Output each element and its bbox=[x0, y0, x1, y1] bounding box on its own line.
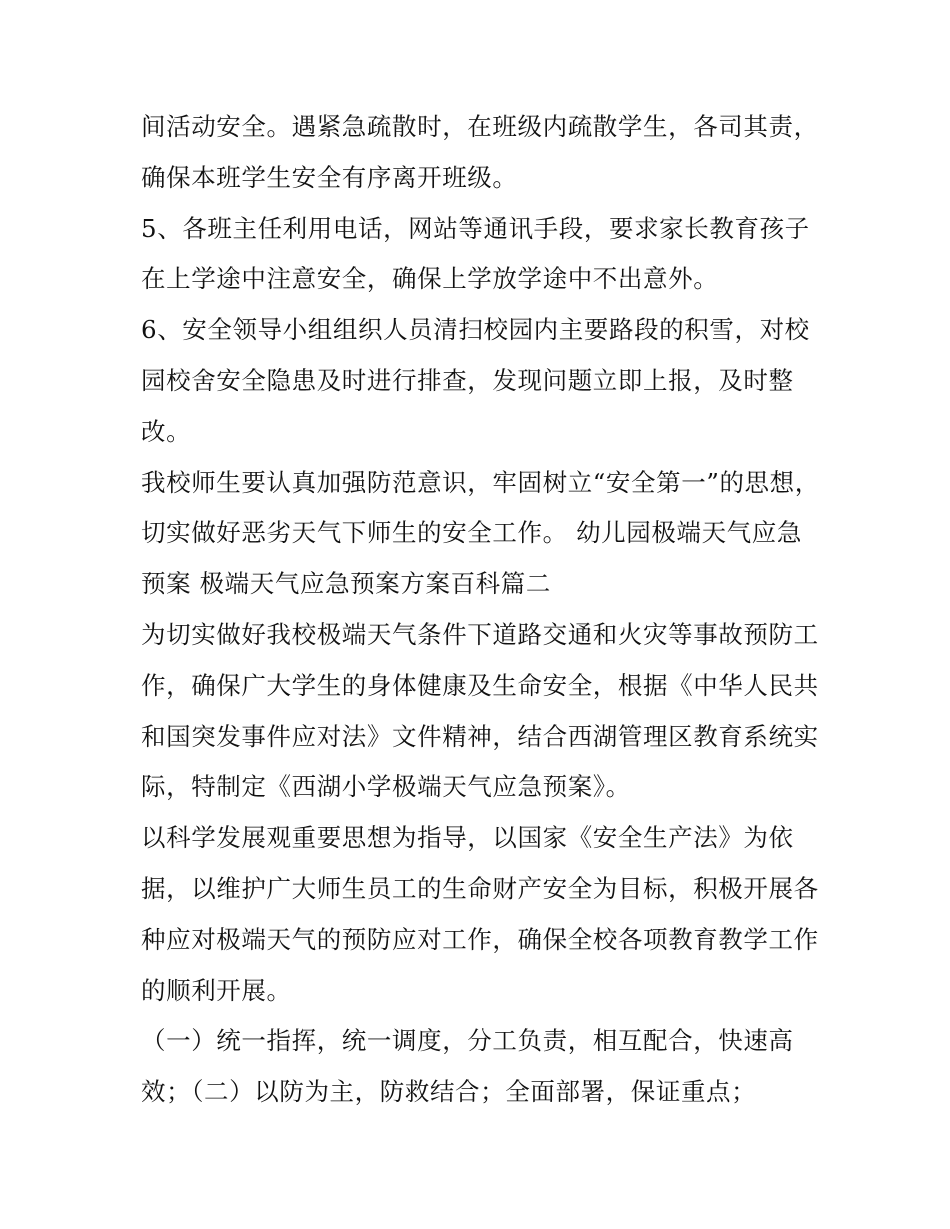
document-body bbox=[141, 102, 821, 1118]
text-line: 预案 极端天气应急预案方案百科篇二 bbox=[141, 569, 551, 599]
text-line: 6、安全领导小组组织人员清扫校园内主要路段的积雪，对校 bbox=[141, 315, 810, 345]
text-line: 据，以维护广大师生员工的生命财产安全为目标，积极开展各 bbox=[141, 873, 819, 903]
text-line: 作，确保广大学生的身体健康及生命安全，根据《中华人民共 bbox=[141, 670, 819, 700]
text-line: 以科学发展观重要思想为指导，以国家《安全生产法》为依 bbox=[141, 823, 794, 853]
text-line: 园校舍安全隐患及时进行排查，发现问题立即上报，及时整 bbox=[141, 365, 794, 395]
text-line: 为切实做好我校极端天气条件下道路交通和火灾等事故预防工 bbox=[141, 619, 819, 649]
text-line: 效；（二）以防为主，防救结合；全面部署，保证重点； bbox=[141, 1077, 757, 1107]
text-line: 确保本班学生安全有序离开班级。 bbox=[141, 162, 518, 192]
text-line: 和国突发事件应对法》文件精神，结合西湖管理区教育系统实 bbox=[141, 721, 819, 751]
text-line: 5、各班主任利用电话，网站等通讯手段，要求家长教育孩子 bbox=[141, 213, 810, 243]
text-line: 切实做好恶劣天气下师生的安全工作。 幼儿园极端天气应急 bbox=[141, 518, 802, 548]
text-line: 的顺利开展。 bbox=[141, 975, 292, 1005]
text-line: 间活动安全。遇紧急疏散时，在班级内疏散学生，各司其责， bbox=[141, 112, 819, 141]
text-line: 改。 bbox=[141, 416, 192, 446]
text-line: 在上学途中注意安全，确保上学放学途中不出意外。 bbox=[141, 264, 719, 294]
text-line: 种应对极端天气的预防应对工作，确保全校各项教育教学工作 bbox=[141, 924, 819, 954]
text-line: 际，特制定《西湖小学极端天气应急预案》。 bbox=[141, 772, 631, 802]
text-line: （一）统一指挥，统一调度，分工负责，相互配合，快速高 bbox=[141, 1026, 794, 1056]
text-line: 我校师生要认真加强防范意识，牢固树立“安全第一”的思想， bbox=[141, 467, 820, 497]
